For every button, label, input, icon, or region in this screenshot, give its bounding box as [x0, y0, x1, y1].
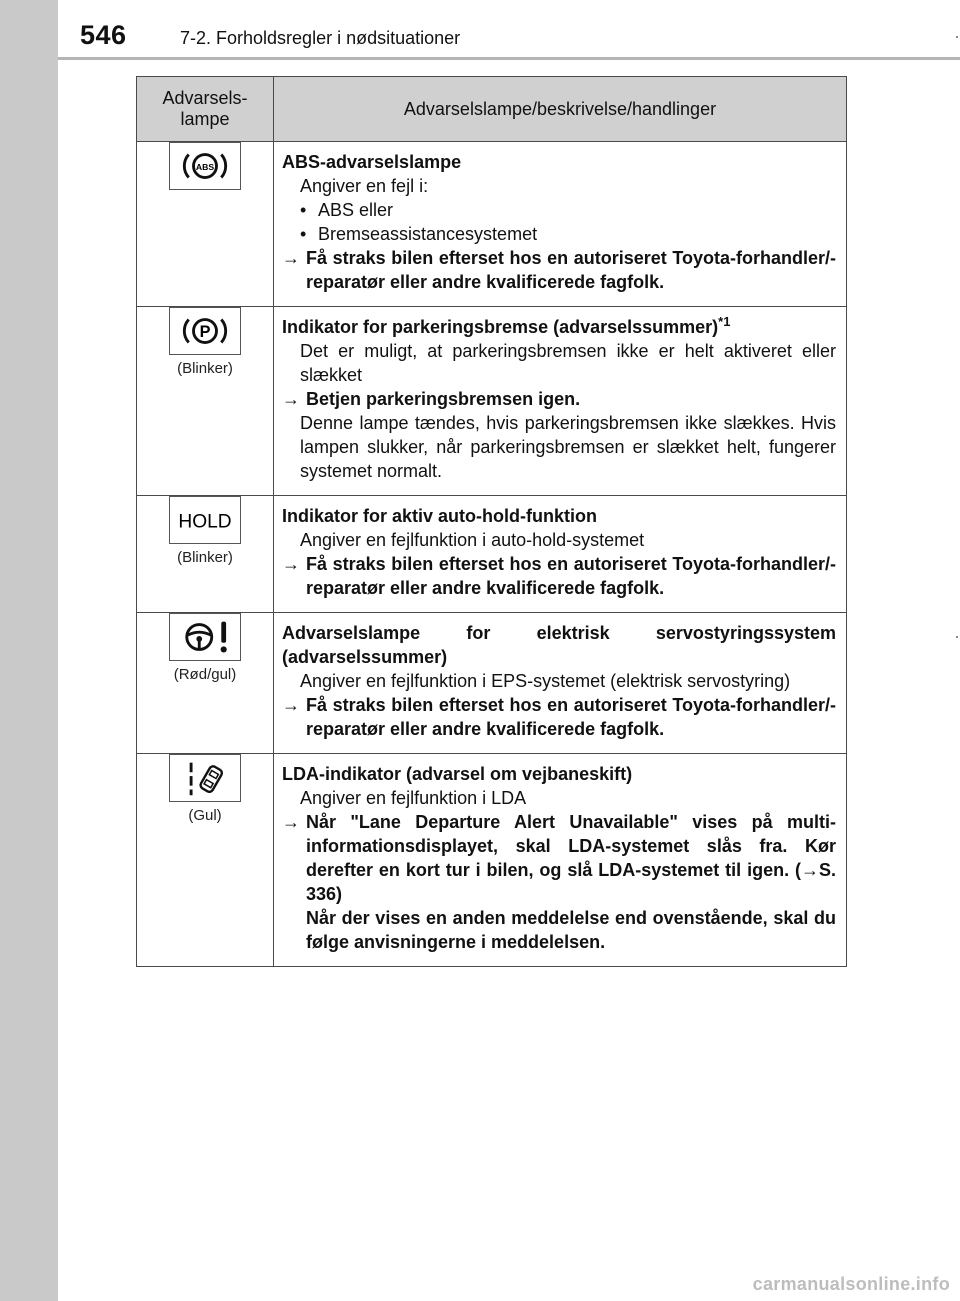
lamp-cell — [137, 307, 274, 496]
abs-warning-icon — [169, 142, 241, 190]
description-cell — [274, 496, 847, 613]
lamp-text: Angiver en fejlfunktion i EPS-systemet (elektrisk servostyring) — [300, 671, 791, 691]
list-item: • Bremseassistancesystemet — [300, 224, 538, 244]
watermark: carmanualsonline.info — [752, 1274, 950, 1294]
edge-mark — [956, 636, 958, 638]
action-text: → Få straks bilen efterset hos en autoriseret Toyota-forhandler/-reparatør eller andre kvalificerede fagfolk. — [282, 695, 836, 739]
table-row — [137, 307, 847, 496]
section-title: 7-2. Forholdsregler i nødsituationer — [180, 28, 461, 48]
lamp-cell — [137, 754, 274, 967]
lamp-title: Indikator for parkeringsbremse (advarselssummer)$^{*1}$ — [282, 314, 731, 337]
table-header-row — [137, 77, 847, 142]
lamp-title: LDA-indikator (advarsel om vejbaneskift) — [282, 764, 633, 784]
lamp-caption: (Blinker) — [177, 549, 233, 566]
lamp-caption: (Rød/gul) — [173, 666, 237, 683]
svg-text:HOLD: HOLD — [178, 511, 232, 533]
lamp-caption: (Gul) — [188, 807, 222, 824]
header-rule — [58, 57, 960, 60]
page-number: 546 — [80, 20, 127, 50]
svg-text:ABS: ABS — [195, 161, 215, 172]
lamp-title: ABS-advarselslampe — [282, 152, 462, 172]
lamp-note: Denne lampe tændes, hvis parkeringsbremsen ikke slækkes. Hvis lampen slukker, når parkeringsbremsen er slækket helt, fungerer systemet normalt. — [300, 413, 836, 481]
lamp-cell — [137, 142, 274, 307]
lamp-text: Angiver en fejlfunktion i LDA — [300, 788, 527, 808]
parking-brake-icon — [169, 307, 241, 355]
column-header-lamp: Advarsels-lampe — [137, 77, 274, 142]
page-header — [0, 0, 960, 62]
description-cell — [274, 613, 847, 754]
table-row — [137, 142, 847, 307]
table-row — [137, 613, 847, 754]
lamp-cell — [137, 613, 274, 754]
edge-mark — [956, 36, 958, 38]
svg-text:P: P — [199, 322, 211, 341]
hold-indicator-icon — [169, 496, 241, 544]
action-text: → Få straks bilen efterset hos en autoriseret Toyota-forhandler/-reparatør eller andre kvalificerede fagfolk. — [282, 554, 836, 598]
lamp-caption: (Blinker) — [177, 360, 233, 377]
power-steering-warning-icon — [169, 613, 241, 661]
action-text: → Når "Lane Departure Alert Unavailable" vises på multi-informationsdisplayet, skal LDA-systemet slås fra. Kør derefter en kort tur i bilen, og slå LDA-systemet til igen. (→S. 336) — [282, 812, 836, 904]
table-row — [137, 754, 847, 967]
lamp-text: Angiver en fejlfunktion i auto-hold-systemet — [300, 530, 645, 550]
lamp-cell — [137, 496, 274, 613]
lamp-title: Advarselslampe for elektrisk servostyringssystem (advarselssummer) — [282, 623, 836, 667]
action-text: Når der vises en anden meddelelse end ovenstående, skal du følge anvisningerne i meddelelsen. — [306, 908, 836, 952]
side-strip — [0, 0, 58, 1301]
table-row — [137, 496, 847, 613]
footnote-mark: *1 — [718, 314, 731, 329]
description-cell — [274, 754, 847, 967]
action-text: → Få straks bilen efterset hos en autoriseret Toyota-forhandler/-reparatør eller andre kvalificerede fagfolk. — [282, 248, 836, 292]
column-header-description: Advarselslampe/beskrivelse/handlinger — [274, 77, 847, 142]
description-cell — [274, 307, 847, 496]
list-item: • ABS eller — [300, 200, 394, 220]
action-text: → Betjen parkeringsbremsen igen. — [282, 389, 581, 409]
description-cell — [274, 142, 847, 307]
lamp-text: Det er muligt, at parkeringsbremsen ikke er helt aktiveret eller slækket — [300, 341, 836, 385]
lamp-text: Angiver en fejl i: — [300, 176, 429, 196]
warning-lamp-table — [136, 76, 847, 967]
lamp-title: Indikator for aktiv auto-hold-funktion — [282, 506, 597, 526]
lane-departure-icon — [169, 754, 241, 802]
